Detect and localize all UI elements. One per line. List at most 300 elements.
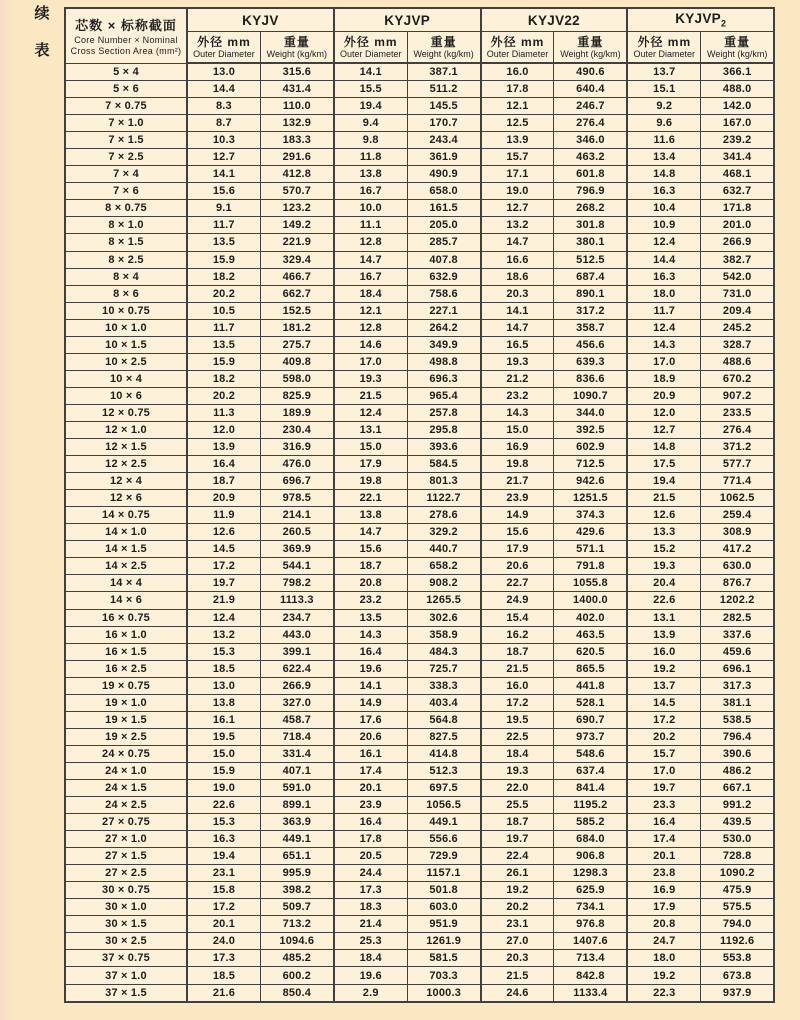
weight-value-cell: 620.5: [554, 643, 627, 660]
weight-value-cell: 316.9: [260, 439, 333, 456]
od-value-cell: 14.5: [627, 694, 700, 711]
weight-value-cell: 538.5: [701, 711, 774, 728]
weight-value-cell: 407.1: [260, 762, 333, 779]
od-value-cell: 19.8: [481, 456, 554, 473]
spec-cell: 8 × 6: [65, 285, 187, 302]
od-value-cell: 21.6: [187, 984, 260, 1002]
od-value-cell: 11.3: [187, 404, 260, 421]
table-row: [65, 643, 774, 660]
od-header-zh: 外径 mm: [637, 34, 692, 49]
spec-cell: 16 × 2.5: [65, 660, 187, 677]
od-value-cell: 15.8: [187, 882, 260, 899]
table-row: [65, 132, 774, 149]
od-value-cell: 18.3: [334, 899, 407, 916]
weight-value-cell: 836.6: [554, 370, 627, 387]
weight-value-cell: 488.0: [701, 81, 774, 98]
weight-value-cell: 564.8: [407, 711, 480, 728]
od-value-cell: 20.1: [627, 848, 700, 865]
spec-cell: 10 × 1.5: [65, 336, 187, 353]
weight-value-cell: 965.4: [407, 387, 480, 404]
weight-value-cell: 490.9: [407, 166, 480, 183]
od-value-cell: 14.1: [334, 677, 407, 694]
od-value-cell: 19.7: [481, 831, 554, 848]
od-value-cell: 17.2: [187, 899, 260, 916]
od-value-cell: 11.9: [187, 507, 260, 524]
od-value-cell: 15.7: [627, 745, 700, 762]
spec-cell: 37 × 1.5: [65, 984, 187, 1002]
od-value-cell: 13.5: [187, 336, 260, 353]
od-value-cell: 14.1: [334, 63, 407, 81]
weight-value-cell: 1055.8: [554, 575, 627, 592]
weight-header-zh: 重量: [283, 34, 310, 49]
od-value-cell: 13.9: [187, 439, 260, 456]
weight-header: [260, 32, 333, 64]
od-value-cell: 16.2: [481, 626, 554, 643]
od-value-cell: 16.3: [187, 831, 260, 848]
group-header-label: KYJVP: [384, 12, 431, 28]
spec-cell: 30 × 1.5: [65, 916, 187, 933]
od-value-cell: 21.5: [481, 660, 554, 677]
weight-value-cell: 429.6: [554, 524, 627, 541]
weight-value-cell: 234.7: [260, 609, 333, 626]
od-value-cell: 13.4: [627, 149, 700, 166]
od-header-zh: 外径 mm: [197, 34, 251, 49]
od-value-cell: 9.2: [627, 98, 700, 115]
spec-cell: 24 × 1.0: [65, 762, 187, 779]
weight-value-cell: 161.5: [407, 200, 480, 217]
od-header: [187, 32, 260, 64]
od-value-cell: 25.3: [334, 933, 407, 950]
weight-value-cell: 409.8: [260, 353, 333, 370]
od-value-cell: 12.7: [627, 421, 700, 438]
table-row: [65, 524, 774, 541]
od-value-cell: 20.1: [334, 779, 407, 796]
table-row: [65, 933, 774, 950]
weight-value-cell: 390.6: [701, 745, 774, 762]
weight-value-cell: 712.5: [554, 456, 627, 473]
weight-value-cell: 632.9: [407, 268, 480, 285]
od-value-cell: 12.4: [187, 609, 260, 626]
weight-value-cell: 501.8: [407, 882, 480, 899]
od-value-cell: 16.4: [334, 643, 407, 660]
od-value-cell: 20.5: [334, 848, 407, 865]
od-value-cell: 18.0: [627, 285, 700, 302]
group-header-kyjv22: [481, 8, 628, 32]
weight-value-cell: 170.7: [407, 115, 480, 132]
table-row: [65, 797, 774, 814]
od-value-cell: 19.4: [334, 98, 407, 115]
weight-value-cell: 906.8: [554, 848, 627, 865]
od-value-cell: 22.3: [627, 984, 700, 1002]
weight-value-cell: 995.9: [260, 865, 333, 882]
weight-value-cell: 1113.3: [260, 592, 333, 609]
weight-value-cell: 1261.9: [407, 933, 480, 950]
table-row: [65, 660, 774, 677]
weight-value-cell: 1251.5: [554, 490, 627, 507]
table-row: [65, 336, 774, 353]
weight-value-cell: 239.2: [701, 132, 774, 149]
weight-header: [407, 32, 480, 64]
weight-value-cell: 266.9: [701, 234, 774, 251]
od-value-cell: 13.9: [627, 626, 700, 643]
weight-value-cell: 571.1: [554, 541, 627, 558]
weight-value-cell: 209.4: [701, 302, 774, 319]
table-row: [65, 387, 774, 404]
weight-value-cell: 528.1: [554, 694, 627, 711]
header-group-row: [65, 8, 774, 32]
weight-value-cell: 512.3: [407, 762, 480, 779]
od-value-cell: 17.5: [627, 456, 700, 473]
weight-value-cell: 697.5: [407, 779, 480, 796]
od-value-cell: 10.3: [187, 132, 260, 149]
spec-cell: 30 × 0.75: [65, 882, 187, 899]
od-value-cell: 21.5: [627, 490, 700, 507]
od-value-cell: 17.0: [627, 353, 700, 370]
od-value-cell: 11.7: [187, 319, 260, 336]
od-value-cell: 11.8: [334, 149, 407, 166]
od-value-cell: 18.4: [481, 745, 554, 762]
table-row: [65, 166, 774, 183]
weight-value-cell: 358.7: [554, 319, 627, 336]
od-value-cell: 13.2: [187, 626, 260, 643]
weight-value-cell: 600.2: [260, 967, 333, 984]
weight-value-cell: 658.2: [407, 558, 480, 575]
od-value-cell: 23.9: [334, 797, 407, 814]
group-header-kyjvp: [334, 8, 481, 32]
table-row: [65, 183, 774, 200]
weight-header-en: Weight (kg/km): [266, 48, 328, 59]
spec-cell: 12 × 6: [65, 490, 187, 507]
table-header: [65, 8, 774, 63]
weight-value-cell: 696.1: [701, 660, 774, 677]
table-row: [65, 404, 774, 421]
od-header-en: Outer Diameter: [193, 48, 255, 59]
weight-value-cell: 850.4: [260, 984, 333, 1002]
od-value-cell: 16.7: [334, 268, 407, 285]
od-value-cell: 18.7: [481, 814, 554, 831]
weight-value-cell: 602.9: [554, 439, 627, 456]
od-value-cell: 16.4: [627, 814, 700, 831]
od-value-cell: 19.3: [334, 370, 407, 387]
weight-value-cell: 132.9: [260, 115, 333, 132]
weight-value-cell: 673.8: [701, 967, 774, 984]
od-value-cell: 12.8: [334, 234, 407, 251]
spec-cell: 14 × 1.5: [65, 541, 187, 558]
spec-cell: 10 × 1.0: [65, 319, 187, 336]
weight-value-cell: 488.6: [701, 353, 774, 370]
od-value-cell: 13.5: [187, 234, 260, 251]
weight-value-cell: 907.2: [701, 387, 774, 404]
table-row: [65, 115, 774, 132]
table-row: [65, 779, 774, 796]
od-value-cell: 13.7: [627, 677, 700, 694]
spec-cell: 16 × 0.75: [65, 609, 187, 626]
weight-value-cell: 696.3: [407, 370, 480, 387]
od-value-cell: 24.4: [334, 865, 407, 882]
weight-value-cell: 243.4: [407, 132, 480, 149]
weight-value-cell: 876.7: [701, 575, 774, 592]
od-value-cell: 16.0: [481, 677, 554, 694]
weight-value-cell: 796.4: [701, 728, 774, 745]
weight-value-cell: 387.1: [407, 63, 480, 81]
weight-value-cell: 937.9: [701, 984, 774, 1002]
od-value-cell: 13.1: [627, 609, 700, 626]
od-value-cell: 16.4: [334, 814, 407, 831]
table-row: [65, 865, 774, 882]
od-value-cell: 11.6: [627, 132, 700, 149]
od-value-cell: 13.1: [334, 421, 407, 438]
weight-value-cell: 443.0: [260, 626, 333, 643]
weight-value-cell: 728.8: [701, 848, 774, 865]
spec-cell: 19 × 1.5: [65, 711, 187, 728]
od-value-cell: 10.5: [187, 302, 260, 319]
table-row: [65, 558, 774, 575]
od-value-cell: 15.5: [334, 81, 407, 98]
weight-value-cell: 622.4: [260, 660, 333, 677]
od-value-cell: 20.9: [187, 490, 260, 507]
weight-value-cell: 841.4: [554, 779, 627, 796]
od-value-cell: 15.9: [187, 353, 260, 370]
od-value-cell: 18.4: [334, 950, 407, 967]
od-value-cell: 16.1: [187, 711, 260, 728]
weight-value-cell: 285.7: [407, 234, 480, 251]
od-value-cell: 11.1: [334, 217, 407, 234]
weight-value-cell: 798.2: [260, 575, 333, 592]
spec-cell: 10 × 6: [65, 387, 187, 404]
od-value-cell: 16.5: [481, 336, 554, 353]
od-value-cell: 12.8: [334, 319, 407, 336]
od-value-cell: 12.0: [627, 404, 700, 421]
od-value-cell: 20.9: [627, 387, 700, 404]
weight-value-cell: 530.0: [701, 831, 774, 848]
table-row: [65, 81, 774, 98]
od-value-cell: 21.5: [334, 387, 407, 404]
table-row: [65, 711, 774, 728]
weight-value-cell: 301.8: [554, 217, 627, 234]
weight-value-cell: 1090.7: [554, 387, 627, 404]
weight-value-cell: 441.8: [554, 677, 627, 694]
od-value-cell: 22.6: [627, 592, 700, 609]
od-value-cell: 14.8: [627, 166, 700, 183]
od-value-cell: 12.5: [481, 115, 554, 132]
spec-cell: 14 × 2.5: [65, 558, 187, 575]
od-value-cell: 15.6: [187, 183, 260, 200]
od-value-cell: 22.1: [334, 490, 407, 507]
od-value-cell: 19.3: [627, 558, 700, 575]
od-value-cell: 13.8: [334, 507, 407, 524]
spec-cell: 14 × 6: [65, 592, 187, 609]
spec-cell: 7 × 2.5: [65, 149, 187, 166]
od-value-cell: 23.2: [334, 592, 407, 609]
od-value-cell: 20.1: [187, 916, 260, 933]
weight-value-cell: 658.0: [407, 183, 480, 200]
weight-value-cell: 542.0: [701, 268, 774, 285]
od-value-cell: 13.2: [481, 217, 554, 234]
weight-value-cell: 570.7: [260, 183, 333, 200]
weight-value-cell: 449.1: [260, 831, 333, 848]
weight-value-cell: 315.6: [260, 63, 333, 81]
od-value-cell: 15.6: [481, 524, 554, 541]
weight-value-cell: 214.1: [260, 507, 333, 524]
weight-value-cell: 181.2: [260, 319, 333, 336]
weight-value-cell: 338.3: [407, 677, 480, 694]
od-value-cell: 16.3: [627, 183, 700, 200]
od-value-cell: 15.9: [187, 762, 260, 779]
spec-cell: 8 × 0.75: [65, 200, 187, 217]
od-value-cell: 17.3: [334, 882, 407, 899]
weight-value-cell: 276.4: [554, 115, 627, 132]
weight-value-cell: 257.8: [407, 404, 480, 421]
spec-cell: 27 × 1.0: [65, 831, 187, 848]
od-value-cell: 12.4: [334, 404, 407, 421]
od-value-cell: 11.7: [187, 217, 260, 234]
od-value-cell: 19.8: [334, 473, 407, 490]
weight-value-cell: 585.2: [554, 814, 627, 831]
od-header: [334, 32, 407, 64]
od-value-cell: 17.3: [187, 950, 260, 967]
weight-value-cell: 662.7: [260, 285, 333, 302]
weight-value-cell: 639.3: [554, 353, 627, 370]
weight-value-cell: 402.0: [554, 609, 627, 626]
table-row: [65, 217, 774, 234]
od-header-en: Outer Diameter: [633, 48, 696, 59]
od-value-cell: 15.2: [627, 541, 700, 558]
od-value-cell: 18.7: [481, 643, 554, 660]
weight-value-cell: 412.8: [260, 166, 333, 183]
table-row: [65, 967, 774, 984]
weight-header-zh: 重量: [724, 34, 751, 49]
od-value-cell: 15.7: [481, 149, 554, 166]
table-row: [65, 814, 774, 831]
od-value-cell: 21.4: [334, 916, 407, 933]
group-header-kyjv: [187, 8, 334, 32]
spec-cell: 19 × 1.0: [65, 694, 187, 711]
table-row: [65, 63, 774, 81]
weight-value-cell: 670.2: [701, 370, 774, 387]
weight-value-cell: 827.5: [407, 728, 480, 745]
od-value-cell: 18.2: [187, 268, 260, 285]
spec-cell: 7 × 4: [65, 166, 187, 183]
weight-value-cell: 794.0: [701, 916, 774, 933]
table-row: [65, 370, 774, 387]
od-value-cell: 9.8: [334, 132, 407, 149]
od-value-cell: 17.9: [334, 456, 407, 473]
weight-value-cell: 227.1: [407, 302, 480, 319]
od-value-cell: 15.6: [334, 541, 407, 558]
corner-header: [65, 8, 187, 63]
od-value-cell: 20.2: [481, 899, 554, 916]
weight-value-cell: 637.4: [554, 762, 627, 779]
weight-value-cell: 553.8: [701, 950, 774, 967]
weight-value-cell: 167.0: [701, 115, 774, 132]
table-row: [65, 473, 774, 490]
weight-value-cell: 703.3: [407, 967, 480, 984]
spec-cell: 14 × 1.0: [65, 524, 187, 541]
weight-header-en: Weight (kg/km): [413, 48, 474, 59]
weight-value-cell: 459.6: [701, 643, 774, 660]
table-row: [65, 882, 774, 899]
od-value-cell: 12.1: [334, 302, 407, 319]
weight-value-cell: 544.1: [260, 558, 333, 575]
group-header-label: KYJVP: [675, 11, 721, 27]
od-header-en: Outer Diameter: [339, 48, 402, 59]
od-value-cell: 19.7: [187, 575, 260, 592]
od-value-cell: 13.5: [334, 609, 407, 626]
spec-cell: 7 × 1.5: [65, 132, 187, 149]
table-row: [65, 200, 774, 217]
od-value-cell: 20.6: [334, 728, 407, 745]
weight-value-cell: 392.5: [554, 421, 627, 438]
od-value-cell: 19.7: [627, 779, 700, 796]
od-value-cell: 18.2: [187, 370, 260, 387]
od-value-cell: 13.8: [334, 166, 407, 183]
weight-value-cell: 358.9: [407, 626, 480, 643]
od-value-cell: 12.7: [481, 200, 554, 217]
weight-header: [701, 32, 774, 64]
weight-value-cell: 865.5: [554, 660, 627, 677]
od-value-cell: 14.9: [334, 694, 407, 711]
od-value-cell: 23.2: [481, 387, 554, 404]
weight-value-cell: 417.2: [701, 541, 774, 558]
od-value-cell: 20.3: [481, 285, 554, 302]
weight-value-cell: 1090.2: [701, 865, 774, 882]
weight-value-cell: 398.2: [260, 882, 333, 899]
weight-value-cell: 825.9: [260, 387, 333, 404]
weight-value-cell: 363.9: [260, 814, 333, 831]
od-value-cell: 14.7: [481, 234, 554, 251]
od-value-cell: 20.6: [481, 558, 554, 575]
od-value-cell: 17.8: [334, 831, 407, 848]
weight-value-cell: 268.2: [554, 200, 627, 217]
spec-cell: 27 × 2.5: [65, 865, 187, 882]
spec-cell: 14 × 4: [65, 575, 187, 592]
table-row: [65, 899, 774, 916]
weight-value-cell: 1122.7: [407, 490, 480, 507]
weight-value-cell: 1407.6: [554, 933, 627, 950]
weight-value-cell: 291.6: [260, 149, 333, 166]
weight-value-cell: 575.5: [701, 899, 774, 916]
od-value-cell: 19.4: [627, 473, 700, 490]
od-value-cell: 12.7: [187, 149, 260, 166]
weight-value-cell: 302.6: [407, 609, 480, 626]
od-value-cell: 17.9: [627, 899, 700, 916]
weight-value-cell: 393.6: [407, 439, 480, 456]
od-value-cell: 19.0: [187, 779, 260, 796]
weight-value-cell: 978.5: [260, 490, 333, 507]
table-row: [65, 251, 774, 268]
weight-value-cell: 713.4: [554, 950, 627, 967]
corner-header-en-line2: Cross Section Area (mm²): [70, 45, 182, 56]
weight-value-cell: 1094.6: [260, 933, 333, 950]
weight-value-cell: 667.1: [701, 779, 774, 796]
od-value-cell: 22.6: [187, 797, 260, 814]
spec-cell: 10 × 4: [65, 370, 187, 387]
weight-value-cell: 468.1: [701, 166, 774, 183]
group-header-label: KYJV: [242, 12, 279, 28]
weight-value-cell: 366.1: [701, 63, 774, 81]
weight-value-cell: 205.0: [407, 217, 480, 234]
weight-value-cell: 1157.1: [407, 865, 480, 882]
od-value-cell: 17.2: [627, 711, 700, 728]
od-value-cell: 14.3: [481, 404, 554, 421]
od-value-cell: 17.4: [627, 831, 700, 848]
od-value-cell: 19.6: [334, 660, 407, 677]
od-value-cell: 20.2: [187, 387, 260, 404]
weight-header-zh: 重量: [430, 34, 457, 49]
od-value-cell: 17.8: [481, 81, 554, 98]
weight-value-cell: 942.6: [554, 473, 627, 490]
weight-value-cell: 439.5: [701, 814, 774, 831]
